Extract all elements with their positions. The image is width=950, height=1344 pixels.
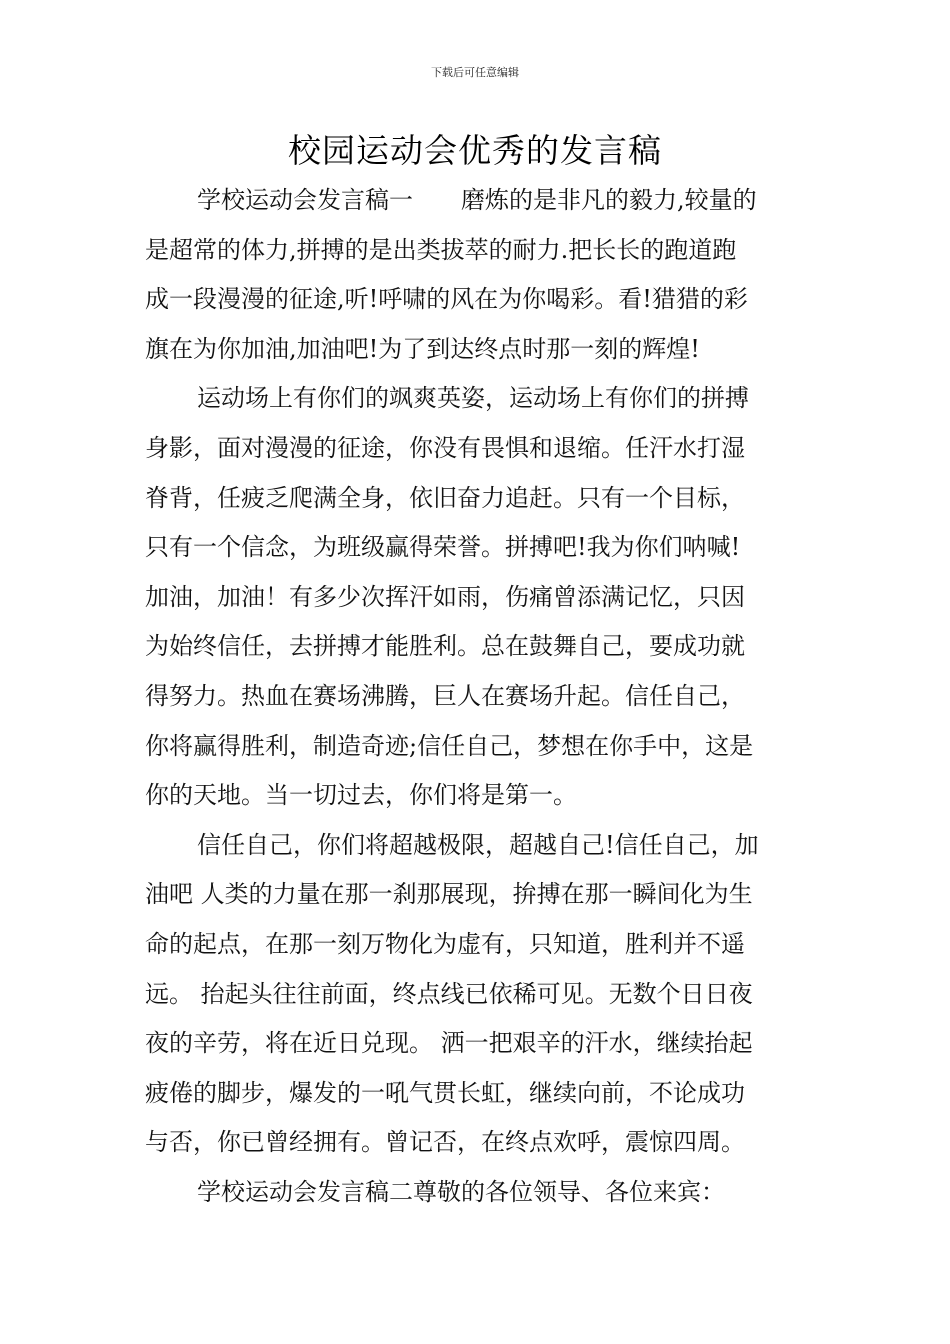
text-line: 运动场上有你们的飒爽英姿，运动场上有你们的拼搏	[197, 384, 749, 413]
text-line: 与否，你已曾经拥有。曾记否，在终点欢呼，震惊四周。	[145, 1128, 745, 1157]
document-body	[145, 176, 813, 1217]
text-line: 信任自己，你们将超越极限，超越自己!信任自己，加	[197, 830, 759, 859]
text-line: 得努力。热血在赛场沸腾，巨人在赛场升起。信任自己，	[145, 681, 745, 710]
document-title: 校园运动会优秀的发言稿	[288, 131, 662, 170]
text-line: 油吧 人类的力量在那一刹那展现，拚搏在那一瞬间化为生	[145, 880, 753, 909]
text-line: 远。 抬起头往往前面，终点线已依稀可见。无数个日日夜	[145, 979, 753, 1008]
text-line: 成一段漫漫的征途,听!呼啸的风在为你喝彩。看!猎猎的彩	[145, 285, 748, 314]
text-line: 你将赢得胜利，制造奇迹;信任自己，梦想在你手中，这是	[145, 731, 754, 760]
text-line: 夜的辛劳，将在近日兑现。 洒一把艰辛的汗水，继续抬起	[145, 1029, 753, 1058]
text-line: 学校运动会发言稿二尊敬的各位领导、各位来宾：	[197, 1177, 725, 1206]
text-line: 命的起点，在那一刻万物化为虚有，只知道，胜利并不遥	[145, 929, 745, 958]
text-line: 你的天地。当一切过去，你们将是第一。	[145, 781, 577, 810]
text-line: 疲倦的脚步，爆发的一吼气贯长虹，继续向前，不论成功	[145, 1078, 745, 1107]
text-line: 身影，面对漫漫的征途，你没有畏惧和退缩。任汗水打湿	[145, 433, 745, 462]
text-line: 为始终信任，去拼搏才能胜利。总在鼓舞自己，要成功就	[145, 632, 745, 661]
text-line: 加油，加油！有多少次挥汗如雨，伤痛曾添满记忆，只因	[145, 582, 745, 611]
text-line: 脊背，任疲乏爬满全身，依旧奋力追赶。只有一个目标，	[145, 483, 745, 512]
header-note: 下载后可任意编辑	[431, 66, 519, 79]
text-line: 旗在为你加油,加油吧!为了到达终点时那一刻的辉煌!	[145, 334, 700, 363]
text-line: 学校运动会发言稿一 磨炼的是非凡的毅力,较量的	[197, 186, 757, 214]
text-line: 只有一个信念，为班级赢得荣誉。拼搏吧!我为你们呐喊!	[145, 533, 741, 562]
text-line: 是超常的体力,拼搏的是出类拔萃的耐力.把长长的跑道跑	[145, 235, 737, 264]
